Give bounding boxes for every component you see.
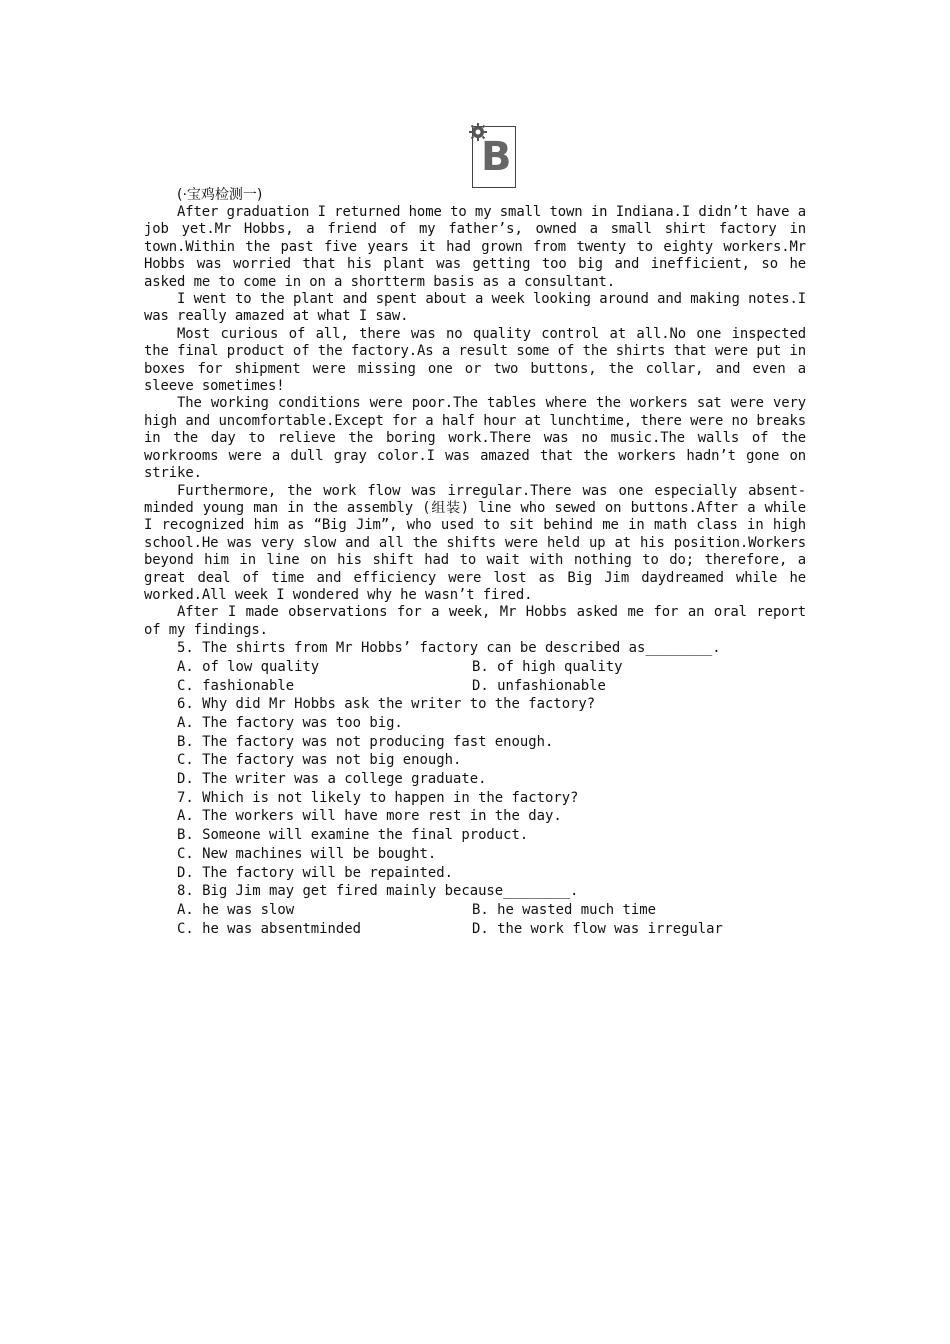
option-c: C. fashionable: [177, 677, 295, 694]
section-badge: [472, 126, 516, 188]
option-d: D. the work flow was irregular: [472, 920, 723, 937]
option-c: C. New machines will be bought.: [177, 845, 437, 862]
passage: [144, 186, 806, 938]
option-b: B. The factory was not producing fast enough.: [177, 733, 554, 750]
paragraph-1: After graduation I returned home to my small town in Indiana.I didn’t have a job yet.Mr Hobbs, a friend of my father’s, owned a small shirt factory in town.Within the past five years it had grown from twenty to eighty workers.Mr Hobbs was worried that his plant was getting too big and inefficient, so he asked me to come in on a shortterm basis as a consultant.: [144, 204, 806, 290]
option-a: A. he was slow: [177, 902, 295, 918]
badge-letter: B: [481, 134, 512, 180]
question-stem: 5. The shirts from Mr Hobbs’ factory can be described as________.: [177, 640, 721, 657]
option-b: B. of high quality: [472, 658, 623, 675]
option-c: C. he was absentminded: [177, 920, 361, 937]
paragraph-5: Furthermore, the work flow was irregular.There was one especially absent-minded young man in the assembly (组装) line who sewed on buttons.After a while I recognized him as “Big Jim”, who used to sit behind me in math class in high school.He was very slow and all the shifts were held up at his position.Workers beyond him in line on his shift had to wait with nothing to do; therefore, a great deal of time and efficiency were lost as Big Jim daydreamed while he worked.All week I wondered why he wasn’t fired.: [144, 482, 806, 603]
paragraph-3: Most curious of all, there was no quality control at all.No one inspected the final product of the factory.As a result some of the shirts that were put in boxes for shipment were missing one or two buttons, the collar, and even a sleeve sometimes!: [144, 325, 806, 395]
option-d: D. unfashionable: [472, 677, 606, 694]
option-b: B. he wasted much time: [472, 902, 656, 918]
question-6: [144, 695, 806, 789]
question-7: [144, 789, 806, 883]
option-a: A. The factory was too big.: [177, 714, 403, 731]
option-c: C. The factory was not big enough.: [177, 752, 462, 769]
source-label: (·宝鸡检测一): [177, 187, 263, 203]
question-stem: 8. Big Jim may get fired mainly because________.: [177, 883, 579, 900]
option-a: A. of low quality: [177, 658, 320, 675]
option-d: D. The writer was a college graduate.: [177, 771, 487, 788]
option-a: A. The workers will have more rest in the day.: [177, 808, 562, 825]
question-5: [144, 639, 806, 695]
paragraph-4: The working conditions were poor.The tables where the workers sat were very high and uncomfortable.Except for a half hour at lunchtime, there were no breaks in the day to relieve the boring work.There was no music.The walls of the workrooms were a dull gray color.I was amazed that the workers hadn’t gone on strike.: [144, 395, 806, 482]
question-stem: 7. Which is not likely to happen in the factory?: [177, 789, 579, 806]
option-b: B. Someone will examine the final product.: [177, 827, 529, 844]
option-d: D. The factory will be repainted.: [177, 864, 453, 881]
question-stem: 6. Why did Mr Hobbs ask the writer to the factory?: [177, 696, 596, 713]
paragraph-6: After I made observations for a week, Mr Hobbs asked me for an oral report of my findings.: [144, 604, 806, 638]
paragraph-2: I went to the plant and spent about a week looking around and making notes.I was really amazed at what I saw.: [144, 291, 806, 325]
question-8: [144, 882, 806, 938]
